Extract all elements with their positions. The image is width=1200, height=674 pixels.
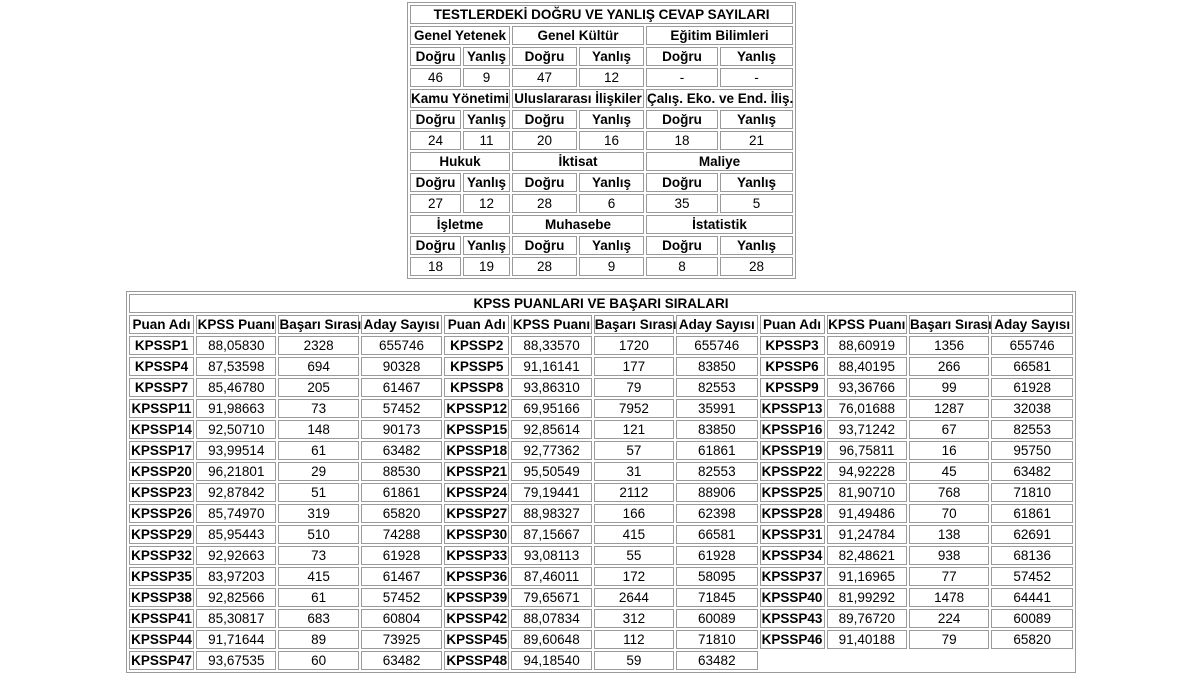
score-name: KPSSP8 <box>444 378 509 397</box>
candidate-count: 65820 <box>361 504 442 523</box>
candidate-count: 62691 <box>991 525 1073 544</box>
score-value: 91,16141 <box>511 357 591 376</box>
table-row <box>129 441 1073 460</box>
score-name: KPSSP22 <box>760 462 825 481</box>
subject-name: Muhasebe <box>512 215 644 234</box>
success-rank: 45 <box>909 462 989 481</box>
score-value: 88,07834 <box>511 609 591 628</box>
success-rank: 148 <box>278 420 358 439</box>
correct-header: Doğru <box>410 110 461 129</box>
score-value: 88,60919 <box>827 336 907 355</box>
table-row <box>129 630 1073 649</box>
score-name: KPSSP17 <box>129 441 194 460</box>
score-name: KPSSP41 <box>129 609 194 628</box>
answer-values-row <box>410 194 793 213</box>
answer-values-row <box>410 131 793 150</box>
correct-count: 24 <box>410 131 461 150</box>
candidate-count: 60089 <box>991 609 1073 628</box>
score-name: KPSSP7 <box>129 378 194 397</box>
candidate-count: 65820 <box>991 630 1073 649</box>
score-value: 92,50710 <box>196 420 276 439</box>
score-name: KPSSP16 <box>760 420 825 439</box>
correct-count: 46 <box>410 68 461 87</box>
wrong-count: - <box>720 68 793 87</box>
subject-name: Genel Kültür <box>512 26 644 45</box>
wrong-header: Yanlış <box>579 173 644 192</box>
wrong-count: 21 <box>720 131 793 150</box>
score-name: KPSSP9 <box>760 378 825 397</box>
score-value: 91,49486 <box>827 504 907 523</box>
success-rank: 77 <box>909 567 989 586</box>
score-value: 85,74970 <box>196 504 276 523</box>
answer-header-row <box>410 173 793 192</box>
score-value: 85,95443 <box>196 525 276 544</box>
score-name: KPSSP3 <box>760 336 825 355</box>
correct-header: Doğru <box>512 110 577 129</box>
wrong-header: Yanlış <box>463 110 510 129</box>
candidate-count: 63482 <box>676 651 757 670</box>
candidate-count: 32038 <box>991 399 1073 418</box>
score-value: 87,53598 <box>196 357 276 376</box>
correct-count: 28 <box>512 194 577 213</box>
score-name: KPSSP40 <box>760 588 825 607</box>
candidate-count: 57452 <box>361 588 442 607</box>
candidate-count: 57452 <box>361 399 442 418</box>
score-value: 96,21801 <box>196 462 276 481</box>
score-value: 81,90710 <box>827 483 907 502</box>
wrong-header: Yanlış <box>720 236 793 255</box>
candidate-count: 62398 <box>676 504 757 523</box>
table-row <box>129 504 1073 523</box>
candidate-count: 66581 <box>991 357 1073 376</box>
header-kpss-puani: KPSS Puanı <box>512 317 591 332</box>
score-value: 76,01688 <box>827 399 907 418</box>
candidate-count: 60804 <box>361 609 442 628</box>
table-row <box>129 357 1073 376</box>
score-name: KPSSP25 <box>760 483 825 502</box>
score-name: KPSSP19 <box>760 441 825 460</box>
table-row <box>129 462 1073 481</box>
wrong-header: Yanlış <box>720 173 793 192</box>
table-row <box>129 336 1073 355</box>
score-name: KPSSP11 <box>129 399 194 418</box>
subject-name: İktisat <box>512 152 644 171</box>
score-name: KPSSP6 <box>760 357 825 376</box>
candidate-count: 82553 <box>991 420 1073 439</box>
score-value: 88,98327 <box>511 504 591 523</box>
subject-name: Eğitim Bilimleri <box>646 26 793 45</box>
wrong-count: 5 <box>720 194 793 213</box>
subject-name: Çalış. Eko. ve End. İliş. <box>647 91 794 106</box>
table-row <box>129 588 1073 607</box>
correct-header: Doğru <box>512 173 577 192</box>
header-aday-sayisi: Aday Sayısı <box>361 315 442 334</box>
table-row <box>129 525 1073 544</box>
candidate-count: 63482 <box>361 441 442 460</box>
score-value: 83,97203 <box>196 567 276 586</box>
tests-table-body <box>410 5 793 276</box>
candidate-count: 60089 <box>676 609 757 628</box>
header-kpss-puani: KPSS Puanı <box>197 317 275 332</box>
candidate-count: 71845 <box>676 588 757 607</box>
success-rank: 29 <box>278 462 358 481</box>
success-rank: 319 <box>278 504 358 523</box>
success-rank: 1720 <box>594 336 674 355</box>
scores-title: KPSS PUANLARI VE BAŞARI SIRALARI <box>129 294 1073 313</box>
success-rank: 79 <box>594 378 674 397</box>
candidate-count: 90173 <box>361 420 442 439</box>
candidate-count: 61928 <box>676 546 757 565</box>
subject-name: Kamu Yönetimi <box>411 91 510 106</box>
score-name: KPSSP34 <box>760 546 825 565</box>
wrong-count: 11 <box>463 131 510 150</box>
wrong-header: Yanlış <box>463 236 510 255</box>
tests-title: TESTLERDEKİ DOĞRU VE YANLIŞ CEVAP SAYILARI <box>410 5 793 24</box>
success-rank: 99 <box>909 378 989 397</box>
success-rank: 312 <box>594 609 674 628</box>
tests-title-row <box>410 5 793 24</box>
success-rank: 1287 <box>909 399 989 418</box>
success-rank: 205 <box>278 378 358 397</box>
header-aday-sayisi: Aday Sayısı <box>991 315 1073 334</box>
answer-header-row <box>410 47 793 66</box>
score-name: KPSSP43 <box>760 609 825 628</box>
success-rank: 266 <box>909 357 989 376</box>
candidate-count: 73925 <box>361 630 442 649</box>
wrong-header: Yanlış <box>579 47 644 66</box>
success-rank: 67 <box>909 420 989 439</box>
score-name: KPSSP30 <box>444 525 509 544</box>
answer-header-row <box>410 110 793 129</box>
success-rank: 59 <box>594 651 674 670</box>
score-value: 92,92663 <box>196 546 276 565</box>
table-row <box>129 378 1073 397</box>
candidate-count: 57452 <box>991 567 1073 586</box>
score-value: 92,82566 <box>196 588 276 607</box>
success-rank: 224 <box>909 609 989 628</box>
score-name: KPSSP18 <box>444 441 509 460</box>
candidate-count: 83850 <box>676 357 757 376</box>
scores-table-body <box>129 294 1073 670</box>
correct-header: Doğru <box>646 47 718 66</box>
header-puan-adi: Puan Adı <box>760 315 825 334</box>
success-rank: 112 <box>594 630 674 649</box>
table-row <box>129 420 1073 439</box>
score-name: KPSSP37 <box>760 567 825 586</box>
success-rank: 510 <box>278 525 358 544</box>
score-value: 93,86310 <box>511 378 591 397</box>
success-rank: 121 <box>594 420 674 439</box>
success-rank: 694 <box>278 357 358 376</box>
wrong-header: Yanlış <box>720 110 793 129</box>
success-rank: 1478 <box>909 588 989 607</box>
subject-name: Genel Yetenek <box>410 26 510 45</box>
success-rank: 16 <box>909 441 989 460</box>
table-row <box>129 651 1073 670</box>
score-name: KPSSP31 <box>760 525 825 544</box>
wrong-count: 9 <box>463 68 510 87</box>
success-rank: 60 <box>278 651 358 670</box>
success-rank: 172 <box>594 567 674 586</box>
subject-name: İşletme <box>410 215 510 234</box>
score-value: 92,87842 <box>196 483 276 502</box>
score-name: KPSSP39 <box>444 588 509 607</box>
score-value: 87,15667 <box>511 525 591 544</box>
scores-table <box>126 291 1076 673</box>
candidate-count: 66581 <box>676 525 757 544</box>
correct-count: 28 <box>512 257 577 276</box>
wrong-header: Yanlış <box>579 110 644 129</box>
candidate-count: 95750 <box>991 441 1073 460</box>
candidate-count: 61861 <box>991 504 1073 523</box>
success-rank: 1356 <box>909 336 989 355</box>
score-name: KPSSP44 <box>129 630 194 649</box>
correct-count: 8 <box>646 257 718 276</box>
correct-count: 35 <box>646 194 718 213</box>
score-value: 82,48621 <box>827 546 907 565</box>
score-name: KPSSP14 <box>129 420 194 439</box>
score-name: KPSSP27 <box>444 504 509 523</box>
score-value: 69,95166 <box>511 399 591 418</box>
table-row <box>129 567 1073 586</box>
candidate-count: 61861 <box>361 483 442 502</box>
success-rank: 2644 <box>594 588 674 607</box>
candidate-count: 74288 <box>361 525 442 544</box>
subject-name: Maliye <box>646 152 793 171</box>
success-rank: 61 <box>278 588 358 607</box>
score-value: 85,30817 <box>196 609 276 628</box>
subject-name: İstatistik <box>646 215 793 234</box>
correct-count: 20 <box>512 131 577 150</box>
score-name: KPSSP38 <box>129 588 194 607</box>
score-name: KPSSP45 <box>444 630 509 649</box>
score-name: KPSSP1 <box>129 336 194 355</box>
score-value: 79,19441 <box>511 483 591 502</box>
correct-count: 18 <box>646 131 718 150</box>
score-value: 91,40188 <box>827 630 907 649</box>
score-name: KPSSP12 <box>444 399 509 418</box>
answer-values-row <box>410 257 793 276</box>
header-puan-adi: Puan Adı <box>129 315 194 334</box>
score-value: 91,24784 <box>827 525 907 544</box>
score-name: KPSSP13 <box>760 399 825 418</box>
table-row <box>129 546 1073 565</box>
score-name: KPSSP24 <box>444 483 509 502</box>
correct-header: Doğru <box>410 173 461 192</box>
answer-header-row <box>410 236 793 255</box>
score-value: 92,85614 <box>511 420 591 439</box>
correct-count: 27 <box>410 194 461 213</box>
candidate-count: 61928 <box>991 378 1073 397</box>
correct-header: Doğru <box>512 47 577 66</box>
score-value: 88,05830 <box>196 336 276 355</box>
candidate-count: 655746 <box>361 336 442 355</box>
score-value: 94,18540 <box>511 651 591 670</box>
success-rank: 31 <box>594 462 674 481</box>
success-rank: 89 <box>278 630 358 649</box>
correct-header: Doğru <box>646 110 718 129</box>
correct-header: Doğru <box>410 47 461 66</box>
success-rank: 2112 <box>594 483 674 502</box>
candidate-count: 88530 <box>361 462 442 481</box>
success-rank: 177 <box>594 357 674 376</box>
success-rank: 7952 <box>594 399 674 418</box>
score-name: KPSSP29 <box>129 525 194 544</box>
table-row <box>129 399 1073 418</box>
success-rank: 166 <box>594 504 674 523</box>
candidate-count: 58095 <box>676 567 757 586</box>
score-name: KPSSP28 <box>760 504 825 523</box>
wrong-count: 19 <box>463 257 510 276</box>
answer-values-row <box>410 68 793 87</box>
success-rank: 51 <box>278 483 358 502</box>
success-rank: 768 <box>909 483 989 502</box>
candidate-count: 83850 <box>676 420 757 439</box>
correct-header: Doğru <box>410 236 461 255</box>
score-name: KPSSP47 <box>129 651 194 670</box>
header-kpss-puani: KPSS Puanı <box>828 317 906 332</box>
success-rank: 73 <box>278 399 358 418</box>
candidate-count: 655746 <box>991 336 1073 355</box>
success-rank: 415 <box>594 525 674 544</box>
success-rank: 57 <box>594 441 674 460</box>
success-rank: 73 <box>278 546 358 565</box>
score-value: 93,36766 <box>827 378 907 397</box>
candidate-count: 35991 <box>676 399 757 418</box>
header-basari-sirasi: Başarı Sırası <box>594 317 677 332</box>
candidate-count: 82553 <box>676 462 757 481</box>
score-name: KPSSP20 <box>129 462 194 481</box>
scores-title-row <box>129 294 1073 313</box>
score-name: KPSSP32 <box>129 546 194 565</box>
correct-header: Doğru <box>646 236 718 255</box>
wrong-header: Yanlış <box>463 173 510 192</box>
score-value: 87,46011 <box>511 567 591 586</box>
success-rank: 61 <box>278 441 358 460</box>
success-rank: 938 <box>909 546 989 565</box>
candidate-count: 61467 <box>361 567 442 586</box>
candidate-count: 71810 <box>676 630 757 649</box>
correct-count: 47 <box>512 68 577 87</box>
wrong-count: 28 <box>720 257 793 276</box>
score-name: KPSSP42 <box>444 609 509 628</box>
candidate-count: 71810 <box>991 483 1073 502</box>
subject-name-row <box>410 26 793 45</box>
header-aday-sayisi: Aday Sayısı <box>676 315 757 334</box>
correct-header: Doğru <box>646 173 718 192</box>
score-value: 93,71242 <box>827 420 907 439</box>
score-name: KPSSP46 <box>760 630 825 649</box>
wrong-header: Yanlış <box>463 47 510 66</box>
success-rank: 79 <box>909 630 989 649</box>
wrong-count: 6 <box>579 194 644 213</box>
score-value: 81,99292 <box>827 588 907 607</box>
candidate-count: 63482 <box>991 462 1073 481</box>
score-name: KPSSP36 <box>444 567 509 586</box>
wrong-header: Yanlış <box>579 236 644 255</box>
candidate-count: 82553 <box>676 378 757 397</box>
score-value: 93,67535 <box>196 651 276 670</box>
score-name: KPSSP23 <box>129 483 194 502</box>
success-rank: 2328 <box>278 336 358 355</box>
success-rank: 138 <box>909 525 989 544</box>
candidate-count: 68136 <box>991 546 1073 565</box>
score-name: KPSSP2 <box>444 336 509 355</box>
correct-count: 18 <box>410 257 461 276</box>
score-name: KPSSP15 <box>444 420 509 439</box>
success-rank: 683 <box>278 609 358 628</box>
score-name: KPSSP5 <box>444 357 509 376</box>
score-value: 93,08113 <box>511 546 591 565</box>
score-value: 85,46780 <box>196 378 276 397</box>
wrong-count: 12 <box>579 68 644 87</box>
score-value: 91,16965 <box>827 567 907 586</box>
success-rank: 70 <box>909 504 989 523</box>
wrong-header: Yanlış <box>720 47 793 66</box>
subject-name-row <box>410 89 793 108</box>
subject-name-row <box>410 152 793 171</box>
scores-header-row <box>129 315 1073 334</box>
tests-table <box>407 2 796 279</box>
score-value: 89,76720 <box>827 609 907 628</box>
score-name: KPSSP21 <box>444 462 509 481</box>
header-basari-sirasi: Başarı Sırası <box>279 317 362 332</box>
score-value: 92,77362 <box>511 441 591 460</box>
score-value: 95,50549 <box>511 462 591 481</box>
candidate-count: 90328 <box>361 357 442 376</box>
correct-header: Doğru <box>512 236 577 255</box>
subject-name: Uluslararası İlişkiler <box>512 89 644 108</box>
subject-name-row <box>410 215 793 234</box>
score-value: 91,98663 <box>196 399 276 418</box>
score-value: 88,33570 <box>511 336 591 355</box>
candidate-count: 655746 <box>676 336 757 355</box>
candidate-count: 88906 <box>676 483 757 502</box>
header-basari-sirasi: Başarı Sırası <box>909 317 992 332</box>
score-name: KPSSP4 <box>129 357 194 376</box>
wrong-count: 16 <box>579 131 644 150</box>
candidate-count: 64441 <box>991 588 1073 607</box>
candidate-count: 61467 <box>361 378 442 397</box>
score-value: 96,75811 <box>827 441 907 460</box>
score-value: 89,60648 <box>511 630 591 649</box>
score-value: 93,99514 <box>196 441 276 460</box>
correct-count: - <box>646 68 718 87</box>
subject-name: Hukuk <box>410 152 510 171</box>
success-rank: 55 <box>594 546 674 565</box>
score-value: 88,40195 <box>827 357 907 376</box>
score-name: KPSSP33 <box>444 546 509 565</box>
candidate-count: 63482 <box>361 651 442 670</box>
score-value: 94,92228 <box>827 462 907 481</box>
success-rank: 415 <box>278 567 358 586</box>
wrong-count: 12 <box>463 194 510 213</box>
candidate-count: 61861 <box>676 441 757 460</box>
candidate-count: 61928 <box>361 546 442 565</box>
score-value: 91,71644 <box>196 630 276 649</box>
table-row <box>129 483 1073 502</box>
header-puan-adi: Puan Adı <box>444 315 509 334</box>
score-name: KPSSP48 <box>444 651 509 670</box>
wrong-count: 9 <box>579 257 644 276</box>
table-row <box>129 609 1073 628</box>
score-name: KPSSP26 <box>129 504 194 523</box>
score-name: KPSSP35 <box>129 567 194 586</box>
score-value: 79,65671 <box>511 588 591 607</box>
